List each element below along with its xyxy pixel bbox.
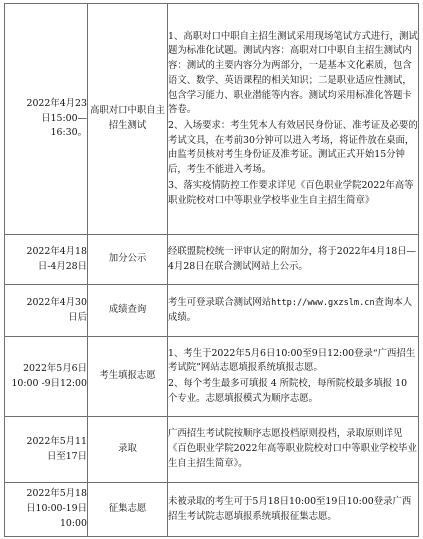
item-cell: 成绩查询 (88, 285, 168, 337)
description-cell (168, 235, 419, 285)
description-paragraph: 未被录取的考生可于5月18日10:00至19日10:00登录广西招生考试院志愿填报系统填报征集志愿。 (168, 495, 412, 522)
table-row (5, 235, 419, 285)
date-cell (5, 285, 88, 337)
table-row (5, 483, 419, 537)
date-cell (5, 483, 88, 537)
description-paragraph (168, 296, 418, 325)
date-line: 日10:00-19日 (26, 503, 87, 515)
description-cell (168, 285, 419, 337)
date-line: 2022年5月6日 (23, 362, 87, 374)
item-cell: 高职对口中职自主招生测试 (88, 4, 168, 235)
date-line: 2022年4月30 (26, 296, 87, 308)
date-cell (5, 417, 88, 483)
item-cell: 考生填报志愿 (88, 337, 168, 417)
date-line: 2022年4月23 (26, 97, 87, 109)
website-url: http://www.gxzslm.cn (271, 297, 375, 308)
schedule-table (4, 3, 419, 537)
item-cell: 征集志愿 (88, 483, 168, 537)
description-text: 查询本人成绩。 (168, 296, 413, 323)
description-paragraph: 2、每个考生最多可填报 4 所院校，每所院校最多填报 10 个专业。志愿填报模式为顺序志愿。 (168, 378, 408, 404)
description-paragraph: 1、考生于2022年5月6日10:00至9日12:00登录“广西招生考试院”网站志愿填报系统填报志愿。 (168, 347, 416, 374)
description-paragraph: 2、入场要求：考生凭本人有效居民身份证、准考证及必要的考试文具，在考前30分钟可以进入考场，将证件放在桌面，由监考员核对考生身份证及准考证。测试正式开始15分钟后，考生不能进入考场。 (168, 120, 418, 176)
date-line: 2022年5月18 (26, 488, 87, 500)
date-line: 日至17日 (46, 450, 87, 462)
description-text: 考生可登录联合测试网站 (168, 296, 272, 308)
date-line: 2022年5月11 (26, 435, 87, 447)
date-line: 日后 (68, 311, 87, 323)
date-line: 2022年4月18 (26, 245, 87, 257)
date-cell (5, 4, 88, 235)
description-paragraph: 3、落实疫情防控工作要求详见《百色职业学院2022年高等职业院校对口中等职业学校毕业生自主招生简章》 (168, 179, 414, 206)
table-row (5, 337, 419, 417)
date-line: 10:00 (59, 517, 87, 529)
item-cell: 加分公示 (88, 235, 168, 285)
item-cell: 录取 (88, 417, 168, 483)
date-line: 10:00 -9日12:00 (11, 377, 87, 389)
date-line: 日15:00—16:30。 (41, 112, 87, 139)
description-paragraph: 广西招生考试院按顺序志愿投档原则投档，录取原则详见《百色职业学院2022年高等职业院校对口中等职业学校毕业生自主招生简章》。 (168, 428, 417, 469)
description-paragraph: 1、高职对口中职自主招生测试采用现场笔试方式进行，测试题为标准化试题。测试内容：高职对口中职自主招生测试内容：测试的主要内容分为两部分，一是基本文化素质，包含语文、数学、英语课程的相关知识；二是职业适应性测试，包含学习能力、职业潜能等内容。测试均采用标准化答题卡答卷。 (168, 30, 418, 116)
date-line: 日-4月28日 (37, 260, 87, 272)
date-cell (5, 235, 88, 285)
description-paragraph: 经联盟院校统一评审认定的附加分，将于2022年4月18日—4月28日在联合测试网站上公示。 (168, 245, 417, 272)
table-row (5, 417, 419, 483)
table-row (5, 4, 419, 235)
table-row (5, 285, 419, 337)
date-cell (5, 337, 88, 417)
description-cell (168, 337, 419, 417)
description-cell (168, 4, 419, 235)
description-cell (168, 417, 419, 483)
description-cell (168, 483, 419, 537)
